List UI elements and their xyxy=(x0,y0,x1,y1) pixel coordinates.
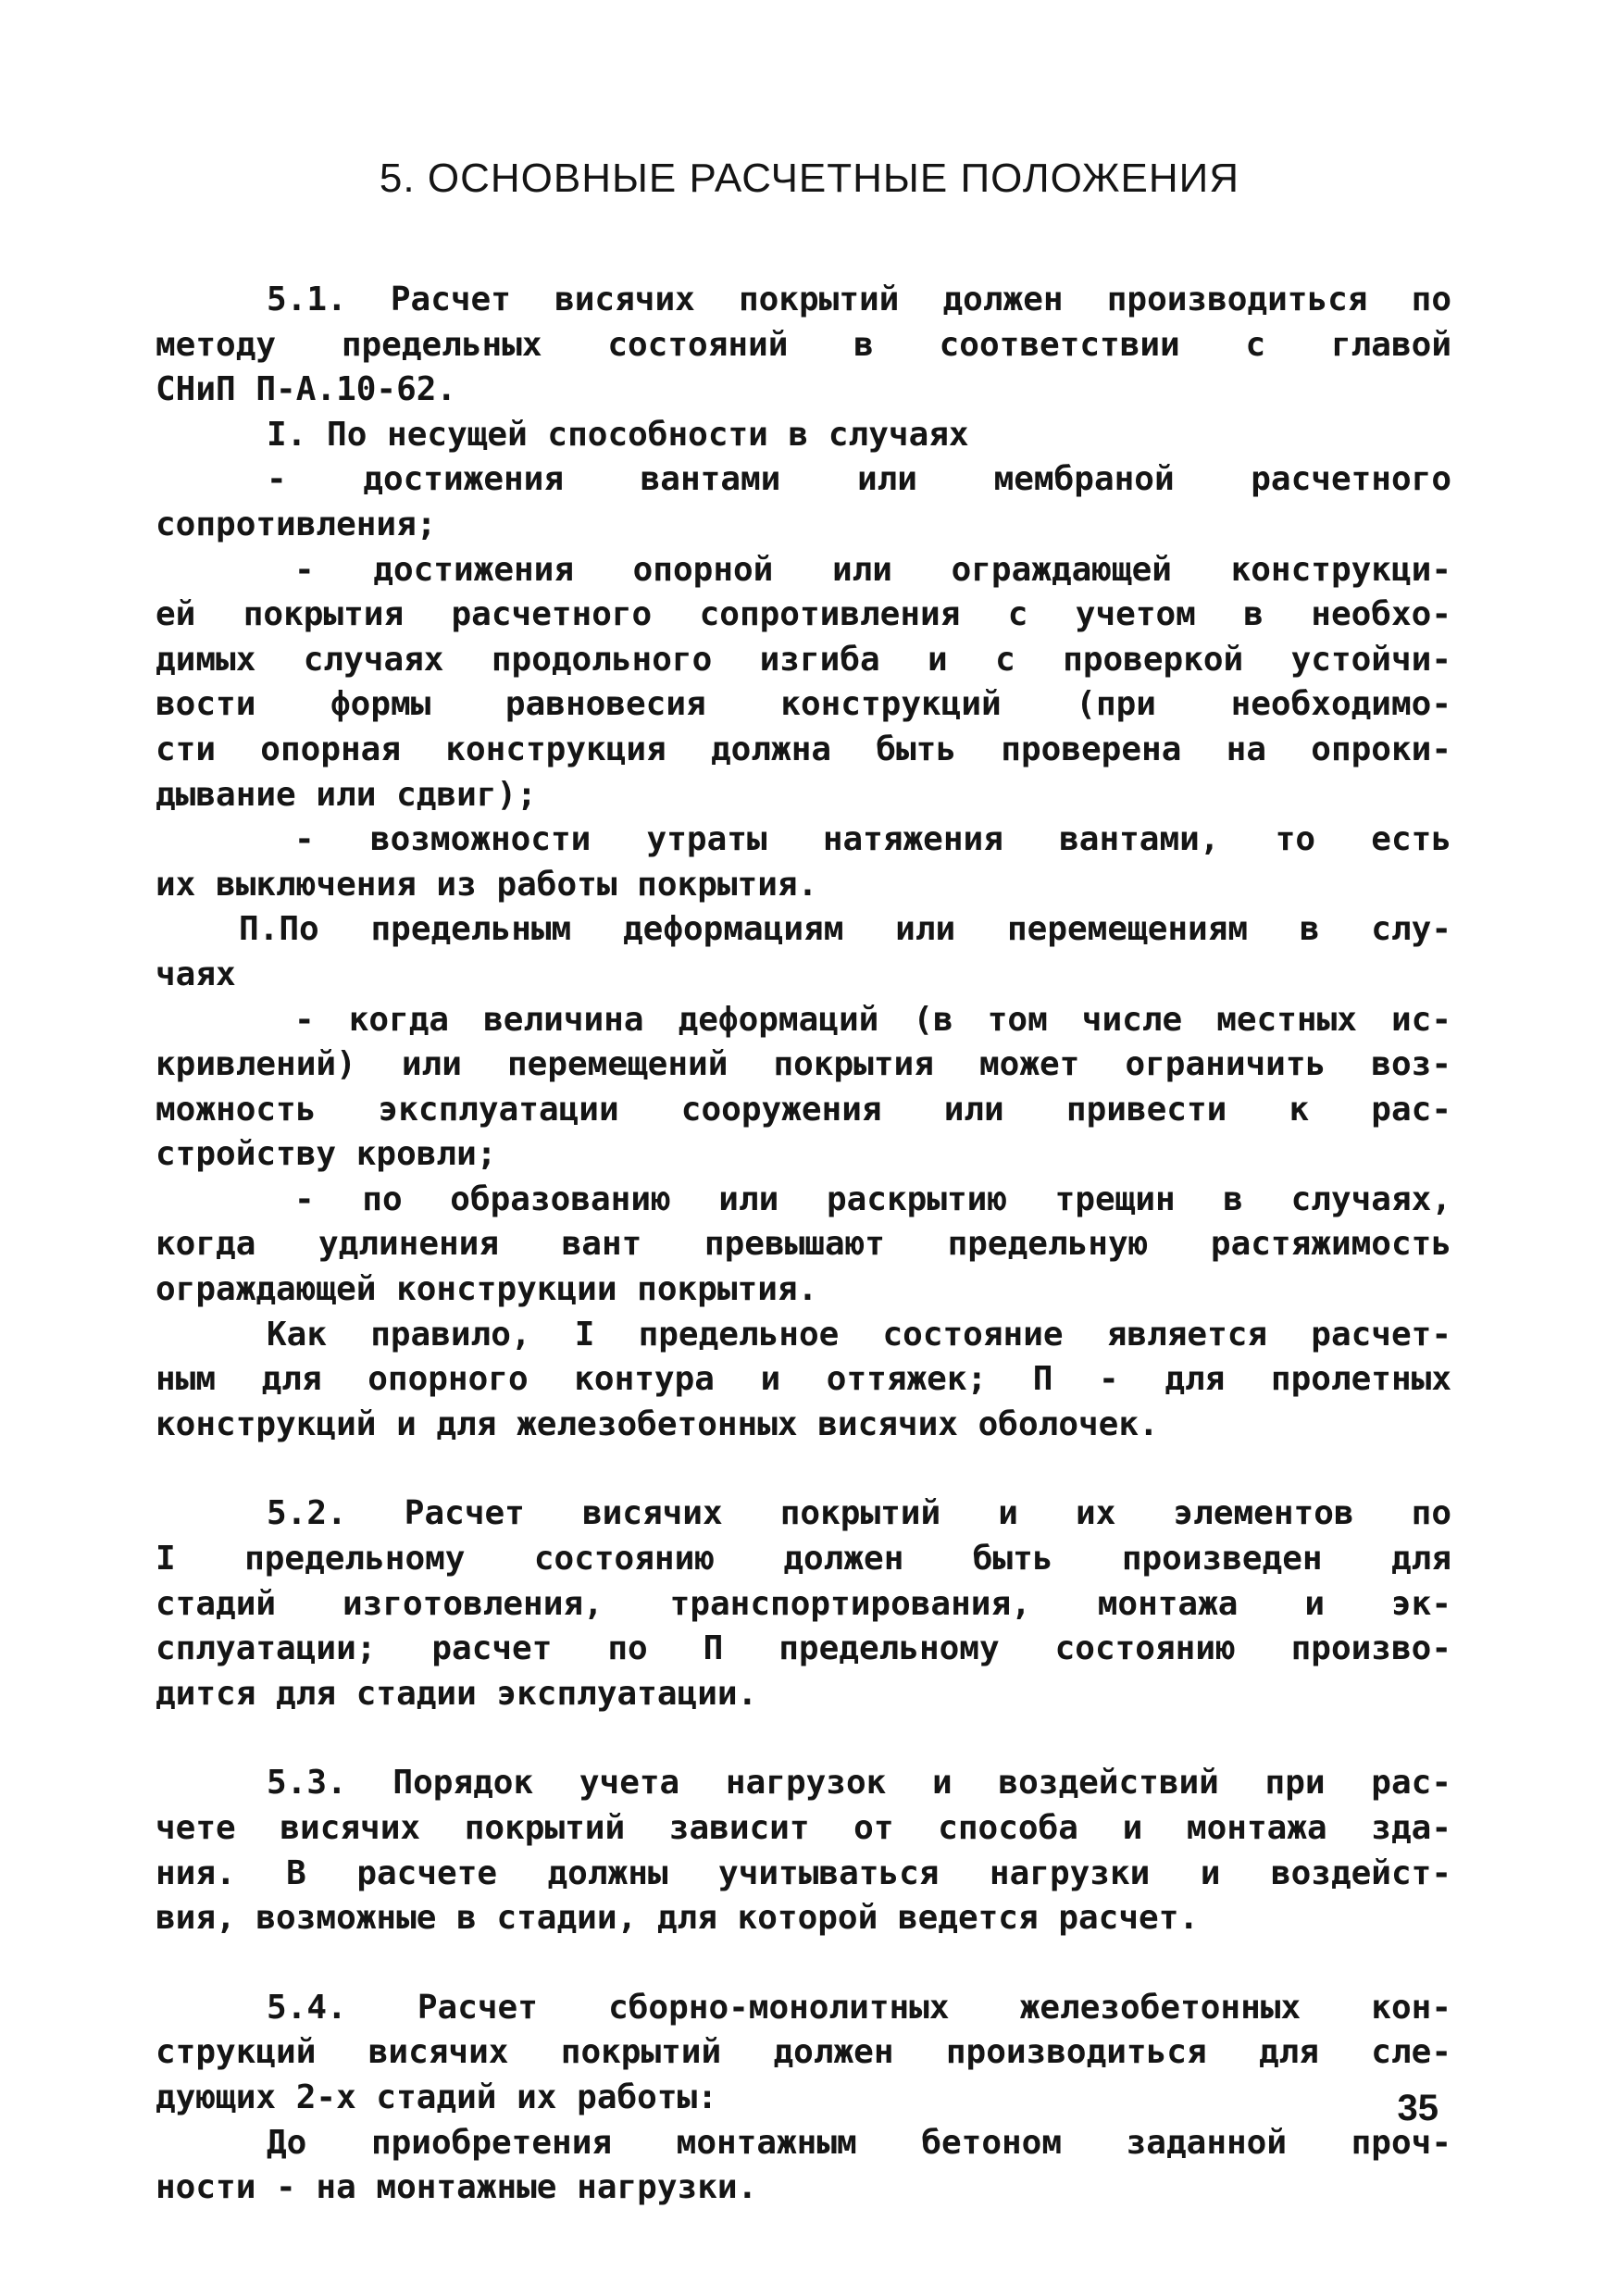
text-line: дывание или сдвиг); xyxy=(156,775,537,814)
text-line: ния. В расчете должны учитываться нагрузки и воздейст- xyxy=(156,1853,1451,1892)
paragraph-gap xyxy=(156,1447,1451,1491)
text-line: 5.1. Расчет висячих покрытий должен производиться по xyxy=(267,281,1451,318)
text-line: когда удлинения вант превышают предельную растяжимость xyxy=(156,1225,1451,1264)
document-body xyxy=(156,278,1451,2211)
text-line: Как правило, I предельное состояние является расчет- xyxy=(267,1315,1451,1354)
text-line: можность эксплуатации сооружения или привести к рас- xyxy=(156,1090,1451,1129)
text-line: методу предельных состояний в соответствии с главой xyxy=(156,325,1451,364)
text-line: 5.2. Расчет висячих покрытий и их элементов по xyxy=(267,1494,1451,1533)
text-line: ным для опорного контура и оттяжек; П - для пролетных xyxy=(156,1360,1451,1399)
text-line: I. По несущей способности в случаях xyxy=(267,415,969,454)
text-line: чаях xyxy=(156,955,236,993)
text-line: До приобретения монтажным бетоном заданной проч- xyxy=(267,2123,1451,2162)
text-line: - по образованию или раскрытию трещин в случаях, xyxy=(294,1179,1451,1218)
text-line: конструкций и для железобетонных висячих оболочек. xyxy=(156,1404,1159,1443)
text-line: I предельному состоянию должен быть произведен для xyxy=(156,1540,1451,1578)
section-5-1 xyxy=(156,278,1451,1447)
text-line: П.По предельным деформациям или перемещениям в слу- xyxy=(239,910,1451,949)
text-line: стройству кровли; xyxy=(156,1135,497,1174)
text-line: - достижения вантами или мембраной расчетного xyxy=(267,460,1451,499)
text-line: дится для стадии эксплуатации. xyxy=(156,1674,758,1713)
text-line: 5.4. Расчет сборно-монолитных железобетонных кон- xyxy=(267,1988,1451,2027)
text-line: струкций висячих покрытий должен производиться для сле- xyxy=(156,2033,1451,2072)
text-line: дующих 2-х стадий их работы: xyxy=(156,2078,717,2116)
text-line: кривлений) или перемещений покрытия может ограничить воз- xyxy=(156,1045,1451,1084)
text-line: сопротивления; xyxy=(156,505,437,543)
section-5-2 xyxy=(156,1491,1451,1716)
paragraph-gap xyxy=(156,1941,1451,1986)
text-line: сти опорная конструкция должна быть проверена на опроки- xyxy=(156,730,1451,768)
section-5-4 xyxy=(156,1986,1451,2211)
text-line: ности - на монтажные нагрузки. xyxy=(156,2168,758,2207)
text-line: СНиП П-А.10-62. xyxy=(156,370,457,409)
text-line: ей покрытия расчетного сопротивления с учетом в необхо- xyxy=(156,595,1451,634)
text-line: вости формы равновесия конструкций (при необходимо- xyxy=(156,685,1451,724)
text-line: 5.3. Порядок учета нагрузок и воздействий при рас- xyxy=(267,1764,1451,1803)
text-line: их выключения из работы покрытия. xyxy=(156,865,818,904)
text-line: сплуатации; расчет по П предельному состоянию произво- xyxy=(156,1629,1451,1668)
text-line: - когда величина деформаций (в том числе местных ис- xyxy=(294,1000,1451,1039)
text-line: стадий изготовления, транспортирования, монтажа и эк- xyxy=(156,1584,1451,1623)
text-line: чете висячих покрытий зависит от способа и монтажа зда- xyxy=(156,1809,1451,1847)
section-title: 5. ОСНОВНЫЕ РАСЧЕТНЫЕ ПОЛОЖЕНИЯ xyxy=(379,156,1240,201)
text-line: димых случаях продольного изгиба и с проверкой устойчи- xyxy=(156,640,1451,679)
paragraph-gap xyxy=(156,1716,1451,1761)
text-line: вия, возможные в стадии, для которой ведется расчет. xyxy=(156,1899,1200,1938)
section-5-3 xyxy=(156,1761,1451,1940)
text-line: ограждающей конструкции покрытия. xyxy=(156,1270,818,1309)
text-line: - достижения опорной или ограждающей конструкци- xyxy=(294,550,1451,589)
page-number: 35 xyxy=(1397,2088,1438,2128)
text-line: - возможности утраты натяжения вантами, то есть xyxy=(294,820,1451,859)
